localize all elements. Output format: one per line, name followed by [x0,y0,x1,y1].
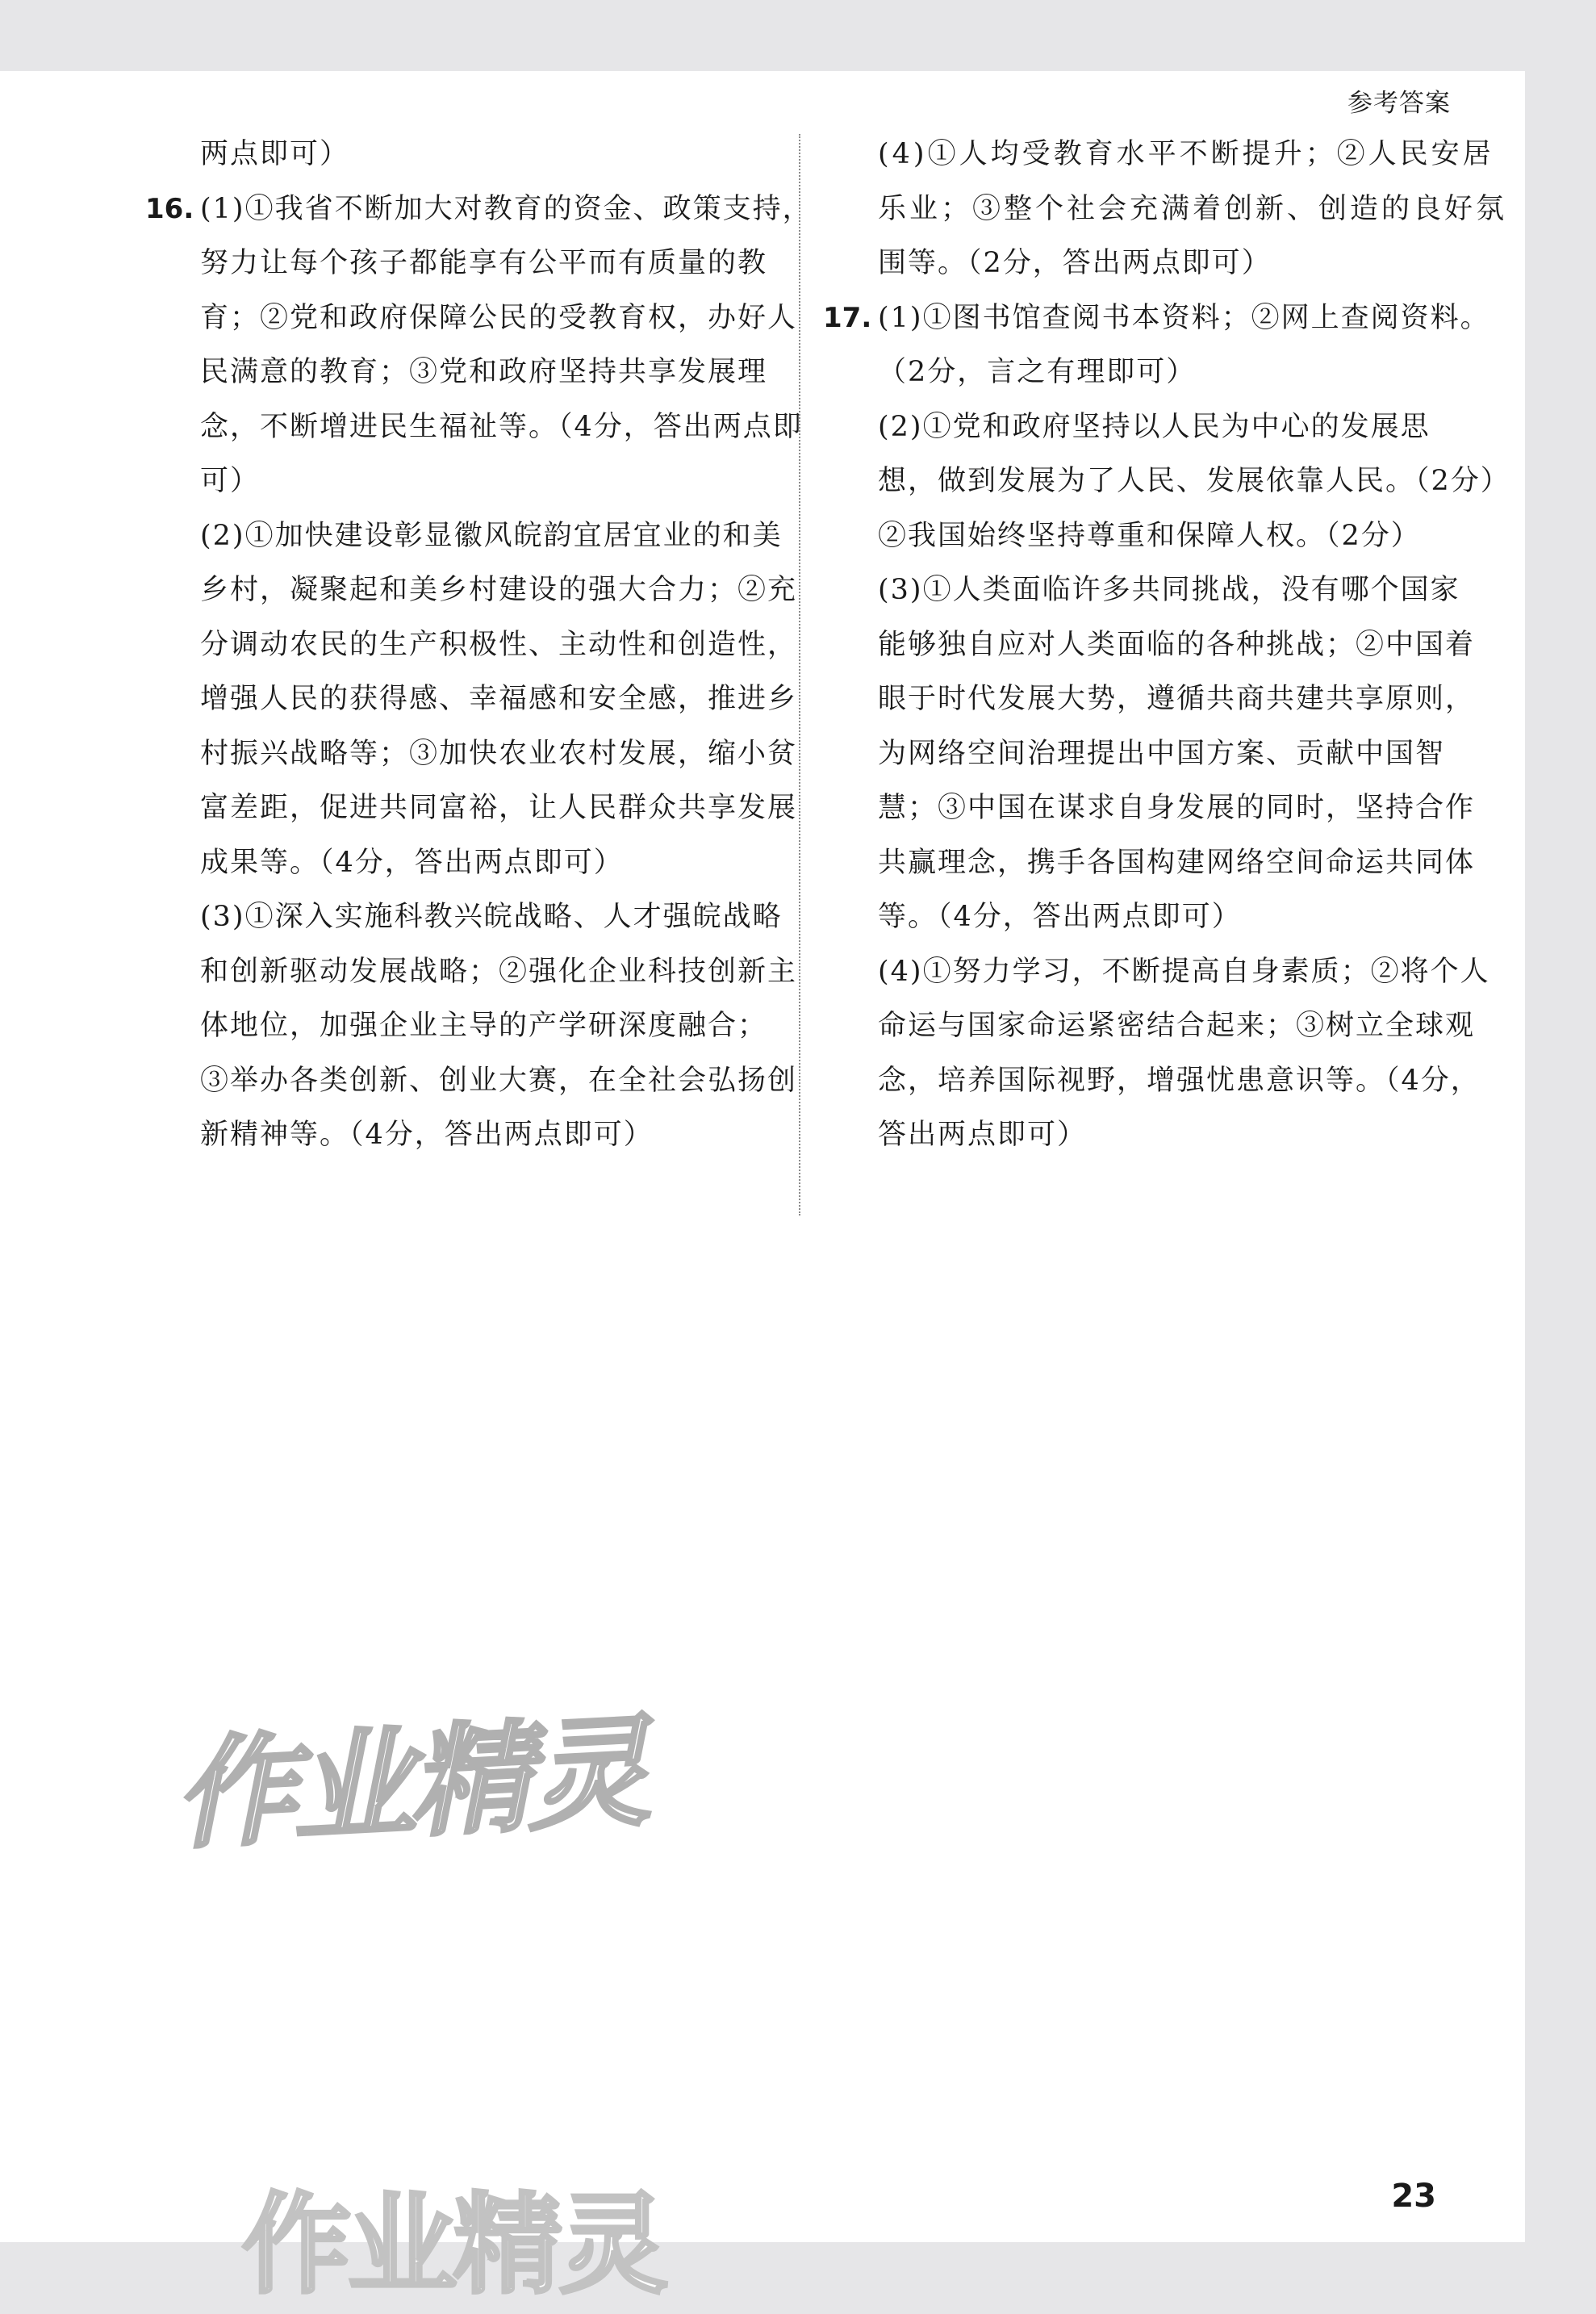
q15-continuation [823,128,1508,291]
text-line: 为网络空间治理提出中国方案、贡献中国智 [878,737,1446,770]
right-column [823,128,1510,1163]
text-line: 体地位，加强企业主导的产学研深度融合； [200,1010,768,1042]
text-line: (2)①党和政府坚持以人民为中心的发展思 [878,410,1431,443]
text-line: 努力让每个孩子都能享有公平而有质量的教 [200,247,768,279]
text-line: (1)①图书馆查阅书本资料；②网上查阅资料。 [878,301,1490,334]
text-line: 眼于时代发展大势，遵循共商共建共享原则， [878,683,1476,715]
text-line: 想，做到发展为了人民、发展依靠人民。（2分） [878,465,1510,497]
text-line: 增强人民的获得感、幸福感和安全感，推进乡 [200,683,798,715]
left-column [145,128,813,1163]
text-line: 乡村，凝聚起和美乡村建设的强大合力；②充 [200,574,798,606]
text-line: 两点即可） [200,138,350,170]
text-line: 民满意的教育；③党和政府坚持共享发展理 [200,356,768,388]
page-number: 23 [1391,2178,1436,2215]
text-line: (3)①人类面临许多共同挑战，没有哪个国家 [878,574,1460,606]
text-line: 和创新驱动发展战略；②强化企业科技创新主 [200,955,798,988]
text-line: ③举办各类创新、创业大赛，在全社会弘扬创 [200,1064,798,1097]
question-number: 17. [823,301,872,334]
text-line: (3)①深入实施科教兴皖战略、人才强皖战略 [200,901,783,933]
header-title: 参考答案 [1347,89,1451,118]
text-line: (4)①努力学习，不断提高自身素质；②将个人 [878,955,1490,988]
text-line: 新精神等。（4分，答出两点即可） [200,1119,654,1151]
text-line: （2分，言之有理即可） [878,356,1197,388]
text-line: 育；②党和政府保障公民的受教育权，办好人 [200,301,798,334]
text-line: (1)①我省不断加大对教育的资金、政策支持， [200,192,813,225]
text-line: 等。（4分，答出两点即可） [878,901,1242,933]
q16-continuation [145,128,783,182]
text-line: 能够独自应对人类面临的各种挑战；②中国着 [878,628,1476,661]
text-line: (2)①加快建设彰显徽风皖韵宜居宜业的和美 [200,519,783,552]
question-16 [145,182,813,1163]
text-line: 乐业；③整个社会充满着创新、创造的良好氛 [878,192,1508,225]
text-line: 成果等。（4分，答出两点即可） [200,846,624,879]
text-line: ②我国始终坚持尊重和保障人权。（2分） [878,519,1421,552]
text-line: 命运与国家命运紧密结合起来；③树立全球观 [878,1010,1476,1042]
question-number: 16. [145,192,194,225]
text-line: 念，不断增进民生福祉等。（4分，答出两点即 [200,410,803,443]
text-line: 慧；③中国在谋求自身发展的同时，坚持合作 [878,792,1476,824]
watermark-logo: 作业精灵 [242,2182,665,2308]
text-line: 可） [200,465,261,497]
text-line: 富差距，促进共同富裕，让人民群众共享发展 [200,792,798,824]
text-line: 围等。（2分，答出两点即可） [878,247,1272,279]
watermark-logo: 作业精灵 [170,1701,669,1866]
text-line: 共赢理念，携手各国构建网络空间命运共同体 [878,846,1476,879]
text-line: 念，培养国际视野，增强忧患意识等。（4分， [878,1064,1481,1097]
text-line: 分调动农民的生产积极性、主动性和创造性， [200,628,798,661]
text-line: 答出两点即可） [878,1119,1088,1151]
text-line: (4)①人均受教育水平不断提升；②人民安居 [878,138,1494,170]
question-17 [823,291,1510,1163]
text-line: 村振兴战略等；③加快农业农村发展，缩小贫 [200,737,798,770]
answer-page [0,71,1525,2308]
column-divider [799,134,800,1216]
